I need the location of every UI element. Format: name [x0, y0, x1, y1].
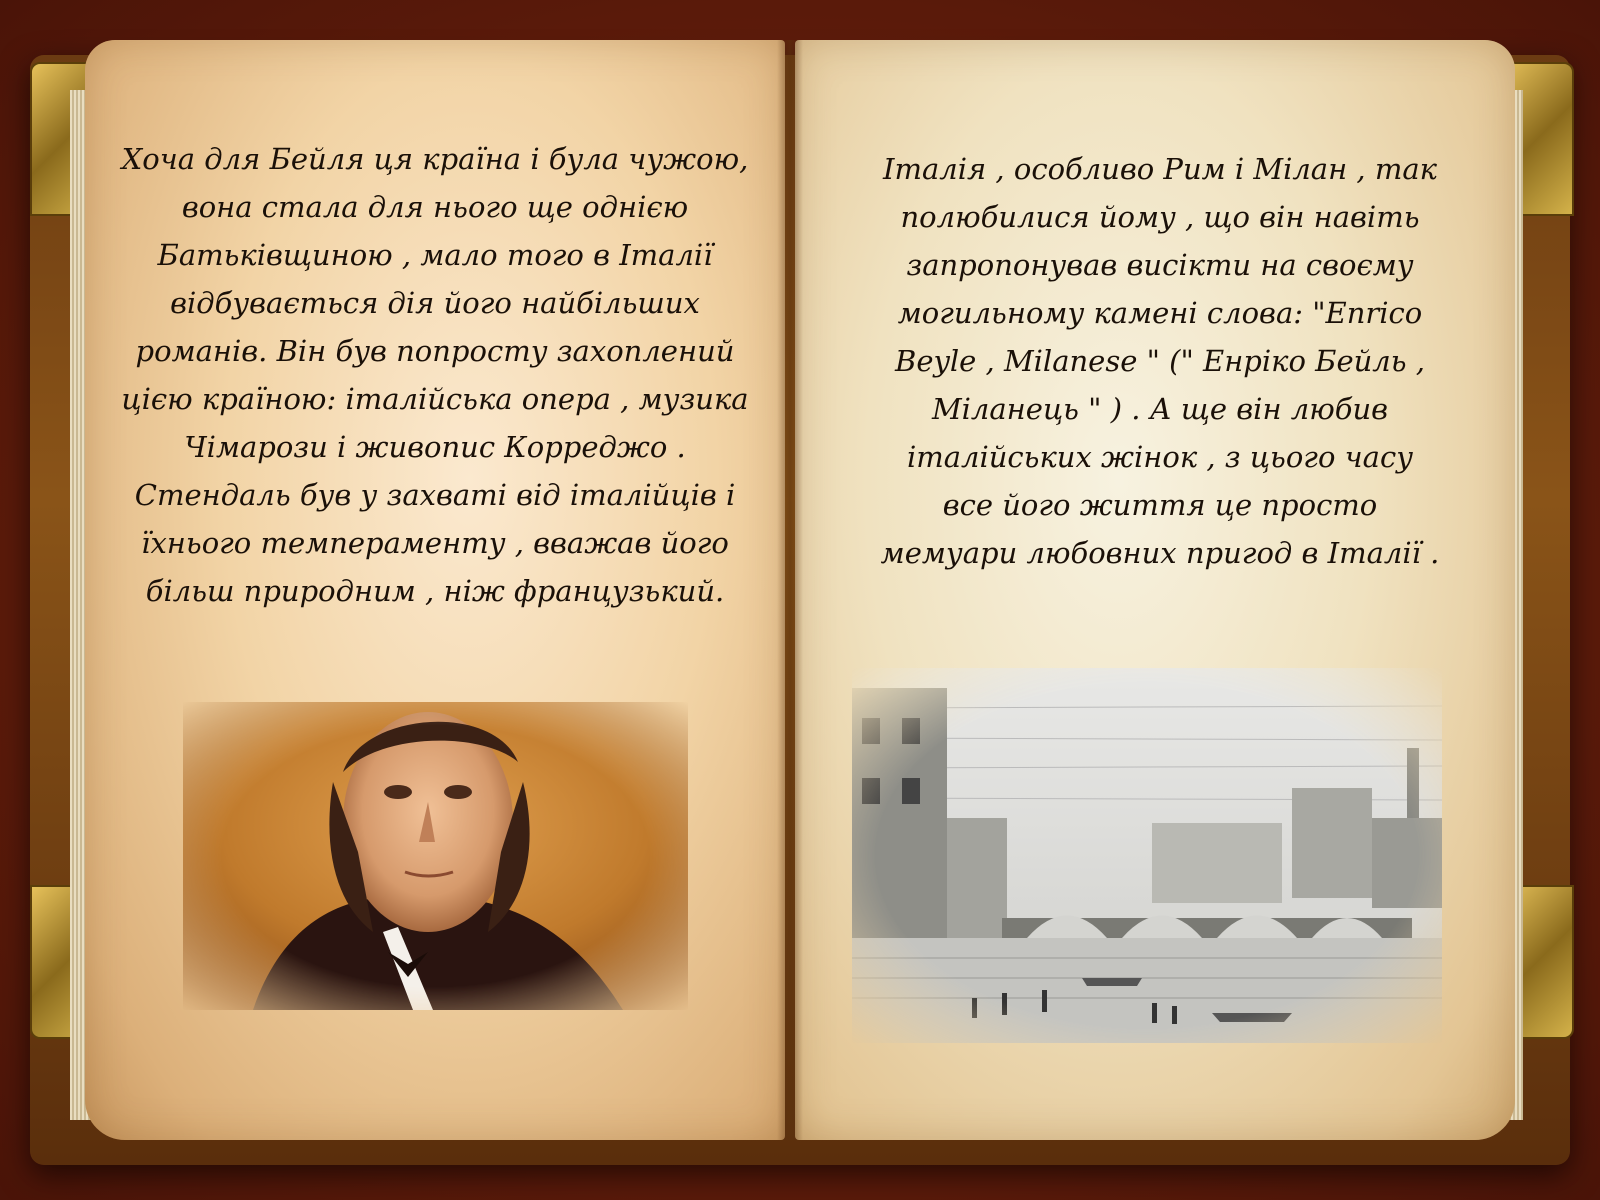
left-page-text: Хоча для Бейля ця країна і була чужою, вона стала для нього ще однією Батьківщиною , мало того в Італії відбувається дія його найбільших романів. Він був попросту захоплений цією країною: італійська опера , музика Чімарози і живопис Корреджо . Стендаль був у захваті від італійців і їхнього темпераменту , вважав його більш природним , ніж французький. [121, 142, 749, 608]
right-page-text: Італія , особливо Рим і Мілан , так полюбилися йому , що він навіть запропонував висікти на своєму могильному камені слова: "Enrico Beyle , Milanese " (" Енріко Бейль , Міланець " ) . А ще він любив італійських жінок , з цього часу все його життя це просто мемуари любовних пригод в Італії . [880, 152, 1440, 570]
portrait-of-stendhal-icon [183, 702, 688, 1010]
book-spine [777, 40, 803, 1140]
italian-city-bridge-engraving-icon [852, 668, 1442, 1043]
